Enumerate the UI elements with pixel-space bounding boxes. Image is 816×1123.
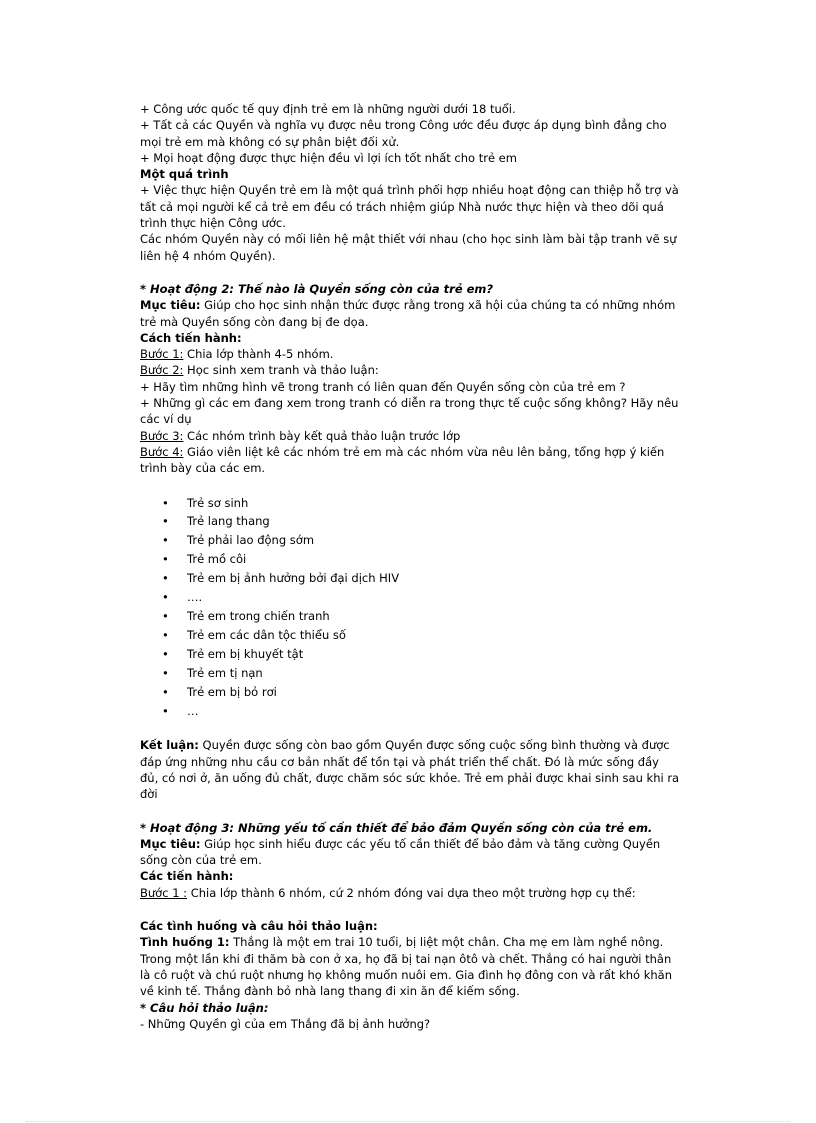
groups-text: Các nhóm Quyền này có mối liên hệ mật thiết với nhau (cho học sinh làm bài tập tranh vẽ sự liên hệ 4 nhóm Quyền). bbox=[140, 232, 677, 263]
discussion-question-1: - Những Quyền gì của em Thắng đã bị ảnh hưởng? bbox=[140, 1016, 431, 1031]
intro-line-2: + Tất cả các Quyền và nghĩa vụ được nêu trong Công ước đều được áp dụng bình đẳng cho mọi trẻ em mà không có sự phân biệt đối xử. bbox=[140, 118, 667, 149]
bullet-icon: • bbox=[162, 495, 169, 510]
list-item bbox=[140, 550, 680, 569]
conclusion-label: Kết luận: bbox=[140, 738, 199, 753]
spacer bbox=[140, 901, 680, 918]
spacer bbox=[140, 803, 680, 820]
bullet-icon: • bbox=[162, 552, 169, 567]
spacer bbox=[140, 264, 680, 281]
discussion-heading: * Câu hỏi thảo luận: bbox=[140, 1000, 269, 1015]
list-item-text: Trẻ em trong chiến tranh bbox=[187, 608, 330, 623]
situation-text: Thắng là một em trai 10 tuổi, bị liệt một chân. Cha mẹ em làm nghề nông. Trong một lần khi đi thăm bà con ở xa, họ đã bị tai nạn ôtô và chết. Thắng có hai người thân là cô ruột và chú ruột nhưng họ không muốn nuôi em. Gia đình họ đông con và rất khó khăn về kinh tế. Thắng đành bỏ nhà lang thang đi xin ăn để kiếm sống. bbox=[140, 935, 673, 999]
process-text: + Việc thực hiện Quyền trẻ em là một quá trình phối hợp nhiều hoạt động can thiệp hỗ trợ và tất cả mọi người kể cả trẻ em đều có trách nhiệm giúp Nhà nước thực hiện và theo dõi quá trình thực hiện Công ước. bbox=[140, 183, 679, 231]
activity3-title: * Hoạt động 3: Những yếu tố cần thiết để bảo đảm Quyền sống còn của trẻ em. bbox=[140, 820, 653, 835]
situation-label: Tình huống 1: bbox=[140, 935, 230, 950]
list-item-text: Trẻ sơ sinh bbox=[187, 495, 249, 510]
process-heading: Một quá trình bbox=[140, 167, 229, 182]
list-item-text: Trẻ phải lao động sớm bbox=[187, 533, 315, 548]
activity2-step3 bbox=[140, 428, 680, 444]
spacer bbox=[140, 477, 680, 494]
activity2-question-1: + Hãy tìm những hình vẽ trong tranh có liên quan đến Quyền sống còn của trẻ em ? bbox=[140, 379, 626, 394]
bullet-icon: • bbox=[162, 608, 169, 623]
vulnerable-children-list bbox=[140, 494, 680, 721]
activity2-step2 bbox=[140, 362, 680, 378]
list-item bbox=[140, 494, 680, 513]
activity3-step1 bbox=[140, 885, 680, 901]
step-label: Bước 1: bbox=[140, 347, 184, 362]
activity2-goal bbox=[140, 297, 680, 330]
list-item bbox=[140, 683, 680, 702]
bullet-icon: • bbox=[162, 684, 169, 699]
list-item-text: …. bbox=[187, 590, 203, 605]
list-item bbox=[140, 645, 680, 664]
list-item-text: Trẻ em các dân tộc thiểu số bbox=[187, 627, 346, 642]
conclusion-text: Quyền được sống còn bao gồm Quyền được sống cuộc sống bình thường và được đáp ứng những nhu cầu cơ bản nhất để tồn tại và phát triển thể chất. Đó là mức sống đầy đủ, có nơi ở, ăn uống đủ chất, được chăm sóc sức khỏe. Trẻ em phải được khai sinh sau khi ra đời bbox=[140, 738, 680, 802]
activity3-method: Các tiến hành: bbox=[140, 869, 234, 884]
activity2-method: Cách tiến hành: bbox=[140, 330, 242, 345]
bullet-icon: • bbox=[162, 590, 169, 605]
list-item-text: Trẻ em bị ảnh hưởng bởi đại dịch HIV bbox=[187, 571, 400, 586]
activity2-title: * Hoạt động 2: Thế nào là Quyền sống còn của trẻ em? bbox=[140, 281, 494, 296]
list-item bbox=[140, 588, 680, 607]
step-text: Chia lớp thành 6 nhóm, cứ 2 nhóm đóng vai dựa theo một trường hợp cụ thể: bbox=[187, 885, 636, 900]
step-label: Bước 3: bbox=[140, 428, 184, 443]
situations-heading: Các tình huống và câu hỏi thảo luận: bbox=[140, 919, 378, 934]
bullet-icon: • bbox=[162, 514, 169, 529]
goal-text: Giúp cho học sinh nhận thức được rằng trong xã hội của chúng ta có những nhóm trẻ mà Quyền sống còn đang bị đe dọa. bbox=[140, 298, 676, 329]
list-item-text: Trẻ em bị khuyết tật bbox=[187, 646, 304, 661]
activity2-question-2: + Những gì các em đang xem trong tranh có diễn ra trong thực tế cuộc sống không? Hãy nêu các ví dụ bbox=[140, 396, 679, 427]
intro-line-1: + Công ước quốc tế quy định trẻ em là những người dưới 18 tuổi. bbox=[140, 102, 516, 116]
list-item bbox=[140, 512, 680, 531]
step-text: Các nhóm trình bày kết quả thảo luận trước lớp bbox=[183, 428, 461, 443]
step-text: Chia lớp thành 4-5 nhóm. bbox=[183, 347, 334, 362]
list-item-text: Trẻ em tị nạn bbox=[187, 665, 263, 680]
goal-text: Giúp học sinh hiểu được các yếu tố cần thiết để bảo đảm và tăng cường Quyền sống còn của trẻ em. bbox=[140, 836, 661, 868]
step-label: Bước 2: bbox=[140, 363, 184, 378]
list-item-text: … bbox=[187, 703, 199, 718]
list-item bbox=[140, 569, 680, 588]
bullet-icon: • bbox=[162, 533, 169, 548]
goal-label: Mục tiêu: bbox=[140, 836, 201, 851]
bullet-icon: • bbox=[162, 571, 169, 586]
step-label: Bước 1 : bbox=[140, 885, 188, 900]
bullet-icon: • bbox=[162, 627, 169, 642]
document-body bbox=[140, 101, 680, 1032]
list-item bbox=[140, 531, 680, 550]
list-item-text: Trẻ lang thang bbox=[187, 514, 270, 529]
bullet-icon: • bbox=[162, 703, 169, 718]
bullet-icon: • bbox=[162, 665, 169, 680]
spacer bbox=[140, 720, 680, 737]
step-text: Học sinh xem tranh và thảo luận: bbox=[183, 363, 379, 378]
activity3-goal bbox=[140, 836, 680, 869]
list-item-text: Trẻ mồ côi bbox=[187, 552, 247, 567]
list-item bbox=[140, 607, 680, 626]
activity2-conclusion bbox=[140, 737, 680, 802]
bullet-icon: • bbox=[162, 646, 169, 661]
intro-line-3: + Mọi hoạt động được thực hiện đều vì lợi ích tốt nhất cho trẻ em bbox=[140, 150, 517, 165]
activity2-step1 bbox=[140, 346, 680, 362]
list-item-text: Trẻ em bị bỏ rơi bbox=[187, 684, 277, 699]
list-item bbox=[140, 626, 680, 645]
activity2-step4 bbox=[140, 444, 680, 477]
step-label: Bước 4: bbox=[140, 444, 184, 459]
list-item bbox=[140, 664, 680, 683]
page-bottom-rule bbox=[26, 1121, 790, 1122]
goal-label: Mục tiêu: bbox=[140, 298, 201, 313]
list-item bbox=[140, 702, 680, 721]
step-text: Giáo viên liệt kê các nhóm trẻ em mà các nhóm vừa nêu lên bảng, tổng hợp ý kiến trình bày của các em. bbox=[140, 444, 665, 476]
situation-1 bbox=[140, 934, 680, 999]
